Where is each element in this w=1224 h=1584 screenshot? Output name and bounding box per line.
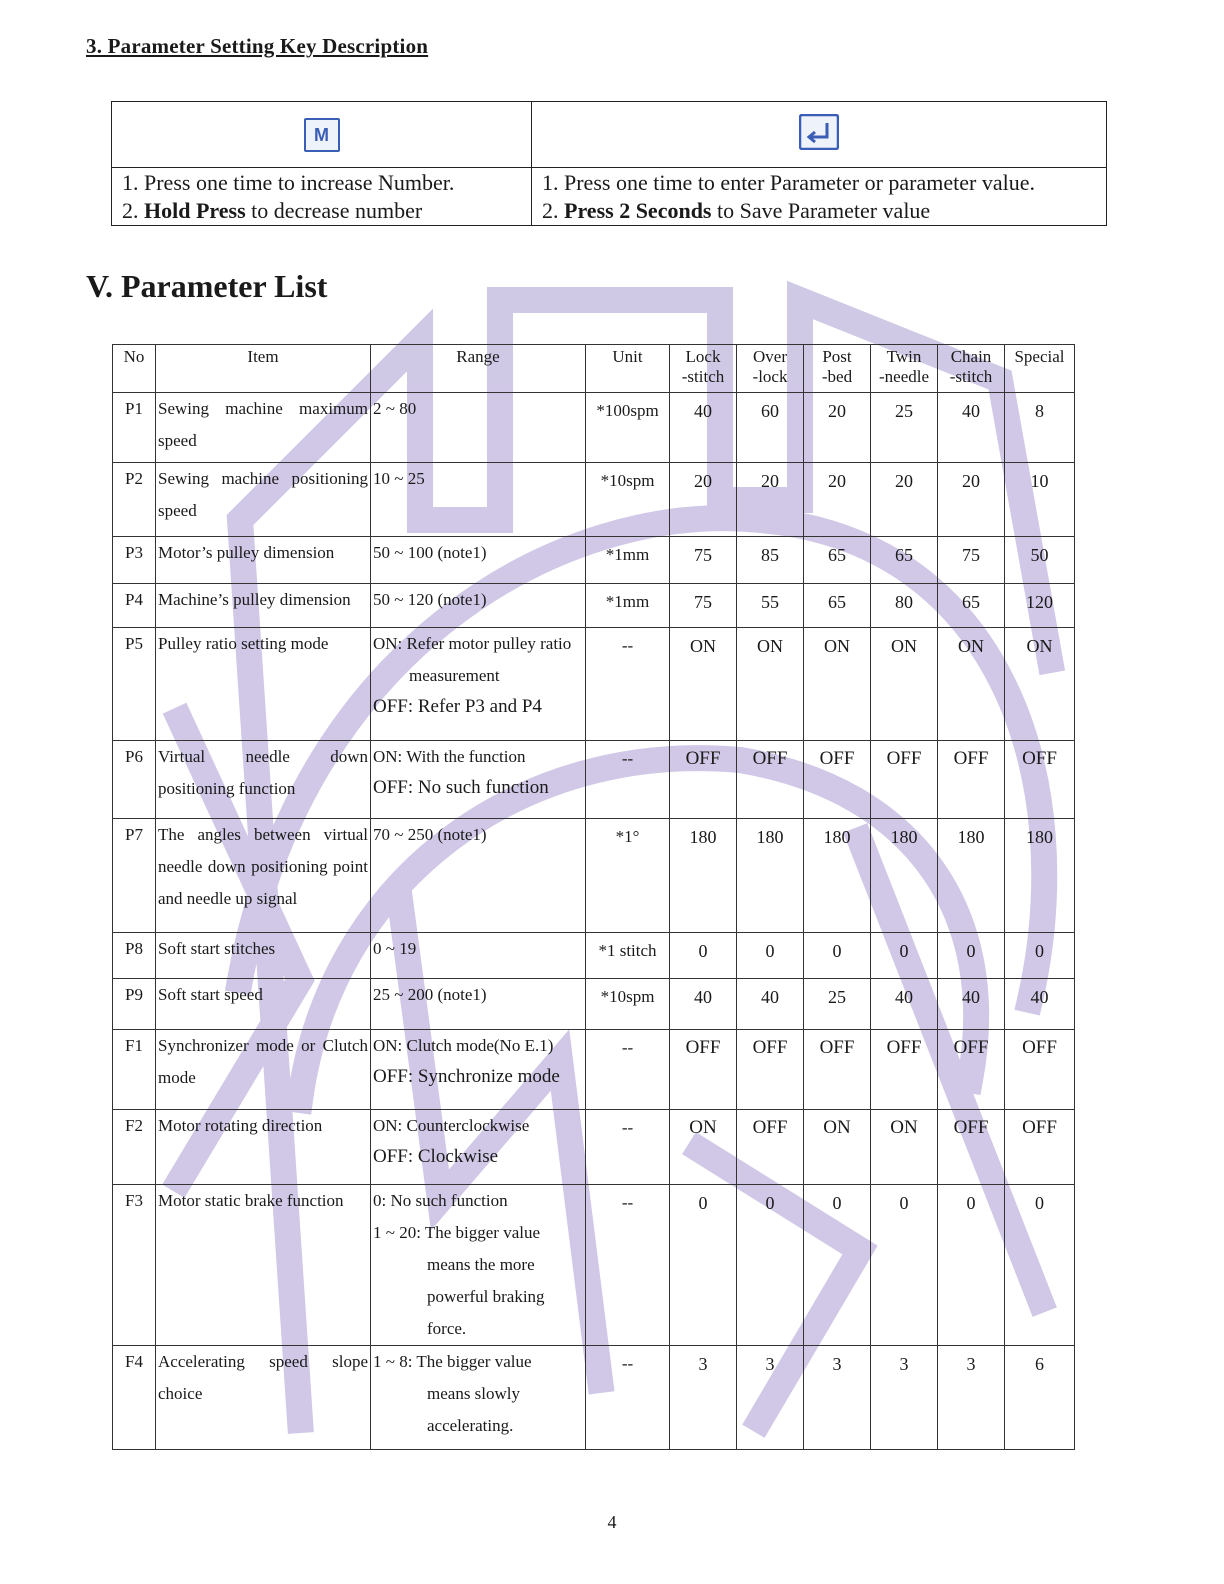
table-row bbox=[113, 584, 1075, 628]
param-value: OFF bbox=[1005, 741, 1075, 819]
header-chainstitch: Chain -stitch bbox=[938, 345, 1005, 393]
param-value: OFF bbox=[1005, 1030, 1075, 1110]
param-unit: -- bbox=[586, 1110, 670, 1185]
param-value: 3 bbox=[737, 1346, 804, 1450]
param-value: 80 bbox=[871, 584, 938, 628]
param-value: 40 bbox=[670, 393, 737, 463]
param-no: P9 bbox=[113, 979, 156, 1030]
param-value: 3 bbox=[670, 1346, 737, 1450]
param-unit: *1mm bbox=[586, 584, 670, 628]
param-value: OFF bbox=[1005, 1110, 1075, 1185]
param-value: 85 bbox=[737, 537, 804, 584]
param-value: 0 bbox=[804, 933, 871, 979]
param-range bbox=[371, 584, 586, 628]
param-value: ON bbox=[871, 628, 938, 741]
param-value: ON bbox=[804, 628, 871, 741]
param-value: 0 bbox=[871, 933, 938, 979]
param-range-line: measurement bbox=[409, 666, 500, 685]
param-value: ON bbox=[737, 628, 804, 741]
param-value: 40 bbox=[871, 979, 938, 1030]
param-no: F2 bbox=[113, 1110, 156, 1185]
param-value: 60 bbox=[737, 393, 804, 463]
param-value: 180 bbox=[871, 819, 938, 933]
param-value: 40 bbox=[1005, 979, 1075, 1030]
param-range-line: OFF: Clockwise bbox=[373, 1146, 499, 1167]
param-item: Sewing machine positioning speed bbox=[156, 463, 371, 537]
param-value: 20 bbox=[737, 463, 804, 537]
header-postbed: Post -bed bbox=[804, 345, 871, 393]
param-item: Soft start speed bbox=[156, 979, 371, 1030]
header-unit: Unit bbox=[586, 345, 670, 393]
param-no: P4 bbox=[113, 584, 156, 628]
param-value: 75 bbox=[670, 537, 737, 584]
header-twinneedle: Twin -needle bbox=[871, 345, 938, 393]
header-lockstitch: Lock -stitch bbox=[670, 345, 737, 393]
param-value: ON bbox=[670, 1110, 737, 1185]
header-item: Item bbox=[156, 345, 371, 393]
param-no: P8 bbox=[113, 933, 156, 979]
table-row bbox=[113, 393, 1075, 463]
table-header-row bbox=[113, 345, 1075, 393]
param-value: 0 bbox=[1005, 933, 1075, 979]
param-unit: -- bbox=[586, 1185, 670, 1346]
param-value: 65 bbox=[871, 537, 938, 584]
param-value: 3 bbox=[804, 1346, 871, 1450]
param-unit: -- bbox=[586, 628, 670, 741]
param-range bbox=[371, 979, 586, 1030]
param-value: 0 bbox=[871, 1185, 938, 1346]
header-no: No bbox=[113, 345, 156, 393]
param-value: 6 bbox=[1005, 1346, 1075, 1450]
param-range bbox=[371, 1185, 586, 1346]
table-row bbox=[113, 933, 1075, 979]
param-range-line: accelerating. bbox=[427, 1416, 514, 1435]
param-value: ON bbox=[938, 628, 1005, 741]
table-row bbox=[113, 1110, 1075, 1185]
param-range-line: OFF: Synchronize mode bbox=[373, 1066, 560, 1087]
param-value: 20 bbox=[804, 393, 871, 463]
param-value: 40 bbox=[938, 979, 1005, 1030]
param-range-line: 1 ~ 20: The bigger value bbox=[373, 1223, 541, 1242]
table-row bbox=[113, 463, 1075, 537]
param-value: 20 bbox=[670, 463, 737, 537]
table-row bbox=[113, 741, 1075, 819]
param-no: P3 bbox=[113, 537, 156, 584]
param-range-line: ON: With the function bbox=[373, 747, 526, 766]
param-value: 75 bbox=[938, 537, 1005, 584]
param-value: 0 bbox=[804, 1185, 871, 1346]
param-range bbox=[371, 393, 586, 463]
param-no: F3 bbox=[113, 1185, 156, 1346]
param-range bbox=[371, 463, 586, 537]
param-value: 3 bbox=[871, 1346, 938, 1450]
param-no: P7 bbox=[113, 819, 156, 933]
param-item: Soft start stitches bbox=[156, 933, 371, 979]
param-value: OFF bbox=[737, 741, 804, 819]
param-no: P5 bbox=[113, 628, 156, 741]
param-range-line: 10 ~ 25 bbox=[373, 469, 425, 488]
param-unit: *1mm bbox=[586, 537, 670, 584]
param-value: 3 bbox=[938, 1346, 1005, 1450]
param-value: ON bbox=[871, 1110, 938, 1185]
param-range-line: 70 ~ 250 (note1) bbox=[373, 825, 487, 844]
param-range bbox=[371, 933, 586, 979]
param-range-line: 50 ~ 100 (note1) bbox=[373, 543, 487, 562]
param-range-line: force. bbox=[427, 1319, 467, 1338]
param-value: 120 bbox=[1005, 584, 1075, 628]
param-range-line: means the more bbox=[427, 1255, 535, 1274]
param-item: Motor’s pulley dimension bbox=[156, 537, 371, 584]
param-item: Synchronizer mode or Clutch mode bbox=[156, 1030, 371, 1110]
param-value: OFF bbox=[670, 741, 737, 819]
m-key-description: 1. Press one time to increase Number. 2. Hold Press to decrease number bbox=[112, 168, 532, 226]
param-value: 40 bbox=[737, 979, 804, 1030]
page-number: 4 bbox=[607, 1512, 617, 1532]
param-item: Motor rotating direction bbox=[156, 1110, 371, 1185]
param-item: Machine’s pulley dimension bbox=[156, 584, 371, 628]
param-value: 0 bbox=[670, 1185, 737, 1346]
param-range-line: means slowly bbox=[427, 1384, 521, 1403]
param-value: 25 bbox=[804, 979, 871, 1030]
param-value: 0 bbox=[737, 1185, 804, 1346]
param-range-line: ON: Clutch mode(No E.1) bbox=[373, 1036, 554, 1055]
param-value: 180 bbox=[670, 819, 737, 933]
param-value: 55 bbox=[737, 584, 804, 628]
param-value: 20 bbox=[804, 463, 871, 537]
param-value: ON bbox=[804, 1110, 871, 1185]
param-value: 50 bbox=[1005, 537, 1075, 584]
param-value: 0 bbox=[938, 933, 1005, 979]
param-value: ON bbox=[1005, 628, 1075, 741]
param-value: 8 bbox=[1005, 393, 1075, 463]
enter-key-icon bbox=[799, 114, 839, 150]
param-range bbox=[371, 1110, 586, 1185]
table-row bbox=[113, 628, 1075, 741]
param-range bbox=[371, 819, 586, 933]
param-value: OFF bbox=[938, 1030, 1005, 1110]
param-range bbox=[371, 1030, 586, 1110]
parameter-list-title: V. Parameter List bbox=[86, 268, 328, 304]
param-value: 10 bbox=[1005, 463, 1075, 537]
param-item: The angles between virtual needle down positioning point and needle up signal bbox=[156, 819, 371, 933]
param-range-line: powerful braking bbox=[427, 1287, 545, 1306]
param-value: 65 bbox=[938, 584, 1005, 628]
header-overlock: Over -lock bbox=[737, 345, 804, 393]
param-value: 65 bbox=[804, 584, 871, 628]
m-key-cell bbox=[112, 102, 532, 168]
param-unit: *1 stitch bbox=[586, 933, 670, 979]
param-value: OFF bbox=[871, 1030, 938, 1110]
enter-key-cell bbox=[532, 102, 1107, 168]
param-value: 40 bbox=[938, 393, 1005, 463]
param-range-line: OFF: Refer P3 and P4 bbox=[373, 696, 542, 717]
param-unit: *1° bbox=[586, 819, 670, 933]
param-value: 180 bbox=[938, 819, 1005, 933]
enter-key-description: 1. Press one time to enter Parameter or parameter value. 2. Press 2 Seconds to Save Parameter value bbox=[532, 168, 1107, 226]
param-range-line: ON: Refer motor pulley ratio bbox=[373, 634, 572, 653]
table-row bbox=[113, 537, 1075, 584]
parameter-table bbox=[112, 344, 1075, 1450]
header-range: Range bbox=[371, 345, 586, 393]
param-no: P6 bbox=[113, 741, 156, 819]
param-range bbox=[371, 628, 586, 741]
param-unit: *100spm bbox=[586, 393, 670, 463]
param-range-line: OFF: No such function bbox=[373, 777, 549, 798]
param-unit: -- bbox=[586, 741, 670, 819]
param-unit: -- bbox=[586, 1346, 670, 1450]
param-range bbox=[371, 741, 586, 819]
key-description-table bbox=[111, 101, 1107, 226]
param-value: 65 bbox=[804, 537, 871, 584]
param-item: Motor static brake function bbox=[156, 1185, 371, 1346]
param-value: OFF bbox=[804, 741, 871, 819]
param-value: 180 bbox=[1005, 819, 1075, 933]
param-value: 0 bbox=[737, 933, 804, 979]
param-range bbox=[371, 537, 586, 584]
param-no: F4 bbox=[113, 1346, 156, 1450]
param-value: 180 bbox=[737, 819, 804, 933]
param-value: OFF bbox=[938, 741, 1005, 819]
table-row bbox=[113, 1030, 1075, 1110]
param-range-line: 0 ~ 19 bbox=[373, 939, 417, 958]
param-range-line: ON: Counterclockwise bbox=[373, 1116, 530, 1135]
param-value: 20 bbox=[938, 463, 1005, 537]
param-value: 0 bbox=[670, 933, 737, 979]
m-key-icon: M bbox=[304, 118, 340, 152]
param-value: OFF bbox=[737, 1030, 804, 1110]
param-value: 20 bbox=[871, 463, 938, 537]
param-range-line: 25 ~ 200 (note1) bbox=[373, 985, 487, 1004]
key-section-title: 3. Parameter Setting Key Description bbox=[86, 34, 429, 58]
param-range-line: 2 ~ 80 bbox=[373, 399, 417, 418]
table-row bbox=[113, 1346, 1075, 1450]
param-value: OFF bbox=[871, 741, 938, 819]
param-unit: -- bbox=[586, 1030, 670, 1110]
param-value: ON bbox=[670, 628, 737, 741]
param-unit: *10spm bbox=[586, 979, 670, 1030]
param-range-line: 1 ~ 8: The bigger value bbox=[373, 1352, 532, 1371]
param-no: P2 bbox=[113, 463, 156, 537]
param-value: OFF bbox=[938, 1110, 1005, 1185]
param-value: OFF bbox=[804, 1030, 871, 1110]
param-item: Pulley ratio setting mode bbox=[156, 628, 371, 741]
param-value: 0 bbox=[938, 1185, 1005, 1346]
param-item: Accelerating speed slope choice bbox=[156, 1346, 371, 1450]
param-item: Virtual needle down positioning function bbox=[156, 741, 371, 819]
param-unit: *10spm bbox=[586, 463, 670, 537]
param-value: 180 bbox=[804, 819, 871, 933]
param-value: OFF bbox=[670, 1030, 737, 1110]
param-range-line: 0: No such function bbox=[373, 1191, 508, 1210]
param-value: 40 bbox=[670, 979, 737, 1030]
param-value: 0 bbox=[1005, 1185, 1075, 1346]
param-no: F1 bbox=[113, 1030, 156, 1110]
param-value: 25 bbox=[871, 393, 938, 463]
param-value: 75 bbox=[670, 584, 737, 628]
table-row bbox=[113, 1185, 1075, 1346]
param-range-line: 50 ~ 120 (note1) bbox=[373, 590, 487, 609]
table-row bbox=[113, 979, 1075, 1030]
param-item: Sewing machine maximum speed bbox=[156, 393, 371, 463]
param-value: OFF bbox=[737, 1110, 804, 1185]
header-special: Special bbox=[1005, 345, 1075, 393]
table-row bbox=[113, 819, 1075, 933]
param-no: P1 bbox=[113, 393, 156, 463]
param-range bbox=[371, 1346, 586, 1450]
